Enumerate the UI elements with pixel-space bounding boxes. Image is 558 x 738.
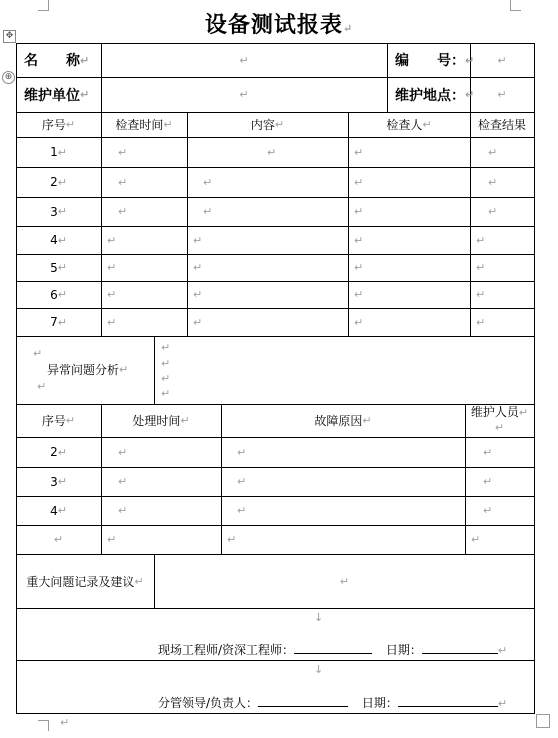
inspector-cell[interactable]: ↵ bbox=[354, 288, 364, 301]
row-index: ↵ bbox=[53, 533, 64, 546]
number-label: 编 号： ↵ bbox=[395, 53, 475, 69]
paragraph-mark: ↵ bbox=[37, 380, 47, 393]
row-index: 7 ↵ bbox=[50, 315, 67, 329]
result-cell[interactable]: ↵ bbox=[488, 145, 498, 159]
check-time-cell[interactable]: ↵ bbox=[107, 315, 117, 329]
result-cell[interactable]: ↵ bbox=[476, 315, 486, 329]
major-issue-field[interactable]: ↵ bbox=[339, 574, 350, 588]
fault-cause-cell[interactable]: ↵ bbox=[237, 445, 247, 459]
column-header-index: 序号 ↵ bbox=[41, 118, 76, 132]
anomaly-analysis-label: 异常问题分析 ↵ bbox=[47, 362, 129, 377]
content-cell[interactable]: ↵ bbox=[193, 288, 203, 301]
leader-signature-line[interactable]: 分管领导/负责人： 日期： ↵ bbox=[158, 696, 508, 710]
maintainer-cell[interactable]: ↵ bbox=[471, 533, 481, 546]
table-border bbox=[16, 660, 535, 661]
major-issue-label: 重大问题记录及建议 ↵ bbox=[26, 574, 144, 589]
unit-label: 维护单位 ↵ bbox=[24, 87, 90, 104]
inspector-cell[interactable]: ↵ bbox=[354, 315, 364, 329]
maintainer-cell[interactable]: ↵ bbox=[483, 504, 493, 517]
result-cell[interactable]: ↵ bbox=[488, 175, 498, 189]
fault-cause-cell[interactable]: ↵ bbox=[227, 533, 237, 546]
content-cell[interactable]: ↵ bbox=[203, 175, 213, 189]
check-time-cell[interactable]: ↵ bbox=[118, 175, 128, 189]
row-index: 4 ↵ bbox=[50, 233, 67, 247]
paragraph-mark: ↵ bbox=[60, 716, 70, 729]
table-move-handle-icon[interactable]: ✥ bbox=[3, 30, 16, 43]
content-cell[interactable]: ↵ bbox=[267, 145, 277, 159]
anomaly-analysis-field[interactable]: ↵ ↵ ↵ ↵ bbox=[161, 341, 171, 400]
name-label: 名 称 ↵ bbox=[24, 53, 90, 69]
inspector-cell[interactable]: ↵ bbox=[354, 205, 364, 218]
check-time-cell[interactable]: ↵ bbox=[118, 205, 128, 218]
maintainer-cell[interactable]: ↵ bbox=[483, 445, 493, 459]
column-header-maintainer: 维护人员↵ ↵ bbox=[470, 405, 529, 434]
row-index: 2 ↵ bbox=[50, 175, 67, 189]
name-field[interactable]: ↵ bbox=[239, 53, 249, 67]
content-cell[interactable]: ↵ bbox=[193, 233, 203, 247]
page-corner-mark bbox=[38, 720, 49, 731]
content-cell[interactable]: ↵ bbox=[203, 205, 213, 218]
column-header-inspector: 检查人 ↵ bbox=[386, 118, 432, 132]
column-header-index: 序号 ↵ bbox=[41, 414, 76, 428]
unit-field[interactable]: ↵ bbox=[239, 88, 249, 101]
check-time-cell[interactable]: ↵ bbox=[107, 233, 117, 247]
number-field[interactable]: ↵ bbox=[497, 53, 507, 67]
column-header-handling-time: 处理时间 ↵ bbox=[132, 414, 190, 428]
inspector-cell[interactable]: ↵ bbox=[354, 233, 364, 247]
table-border bbox=[387, 43, 388, 112]
result-cell[interactable]: ↵ bbox=[488, 205, 498, 218]
column-header-content: 内容 ↵ bbox=[250, 118, 285, 132]
column-header-fault-cause: 故障原因 ↵ bbox=[314, 414, 372, 428]
row-index: 6 ↵ bbox=[50, 287, 67, 302]
handling-time-cell[interactable]: ↵ bbox=[118, 445, 128, 459]
table-border bbox=[16, 713, 535, 714]
handling-time-cell[interactable]: ↵ bbox=[118, 504, 128, 517]
row-index: 5 ↵ bbox=[50, 260, 67, 275]
inspector-cell[interactable]: ↵ bbox=[354, 175, 364, 189]
table-border bbox=[534, 43, 535, 714]
row-index: 4 ↵ bbox=[50, 503, 67, 518]
row-index: 2 ↵ bbox=[50, 445, 67, 459]
result-cell[interactable]: ↵ bbox=[476, 233, 486, 247]
result-cell[interactable]: ↵ bbox=[476, 261, 486, 274]
fault-cause-cell[interactable]: ↵ bbox=[237, 504, 247, 517]
table-add-row-icon[interactable]: ⊕ bbox=[2, 71, 15, 84]
paragraph-mark: ↓ bbox=[314, 611, 324, 624]
column-header-result: 检查结果 bbox=[477, 118, 526, 132]
fault-cause-cell[interactable]: ↵ bbox=[237, 475, 247, 488]
handling-time-cell[interactable]: ↵ bbox=[107, 533, 117, 546]
handling-time-cell[interactable]: ↵ bbox=[118, 475, 128, 488]
location-label: 维护地点： ↵ bbox=[395, 87, 475, 104]
row-index: 3 ↵ bbox=[50, 474, 67, 489]
location-field[interactable]: ↵ bbox=[497, 88, 507, 101]
table-border bbox=[16, 608, 535, 609]
row-index: 3 ↵ bbox=[50, 204, 67, 219]
inspector-cell[interactable]: ↵ bbox=[354, 145, 364, 159]
check-time-cell[interactable]: ↵ bbox=[118, 145, 128, 159]
row-index: 1 ↵ bbox=[50, 145, 67, 159]
inspector-cell[interactable]: ↵ bbox=[354, 261, 364, 274]
content-cell[interactable]: ↵ bbox=[193, 261, 203, 274]
column-header-check-time: 检查时间 ↵ bbox=[115, 118, 173, 132]
page-title: 设备测试报表↵ bbox=[204, 12, 354, 38]
content-cell[interactable]: ↵ bbox=[193, 315, 203, 329]
check-time-cell[interactable]: ↵ bbox=[107, 261, 117, 274]
page-corner-mark bbox=[536, 714, 550, 728]
paragraph-mark: ↵ bbox=[33, 347, 43, 360]
engineer-signature-line[interactable]: 现场工程师/资深工程师： 日期： ↵ bbox=[158, 643, 508, 657]
maintainer-cell[interactable]: ↵ bbox=[483, 475, 493, 488]
paragraph-mark: ↓ bbox=[314, 663, 324, 676]
result-cell[interactable]: ↵ bbox=[476, 288, 486, 301]
check-time-cell[interactable]: ↵ bbox=[107, 288, 117, 301]
